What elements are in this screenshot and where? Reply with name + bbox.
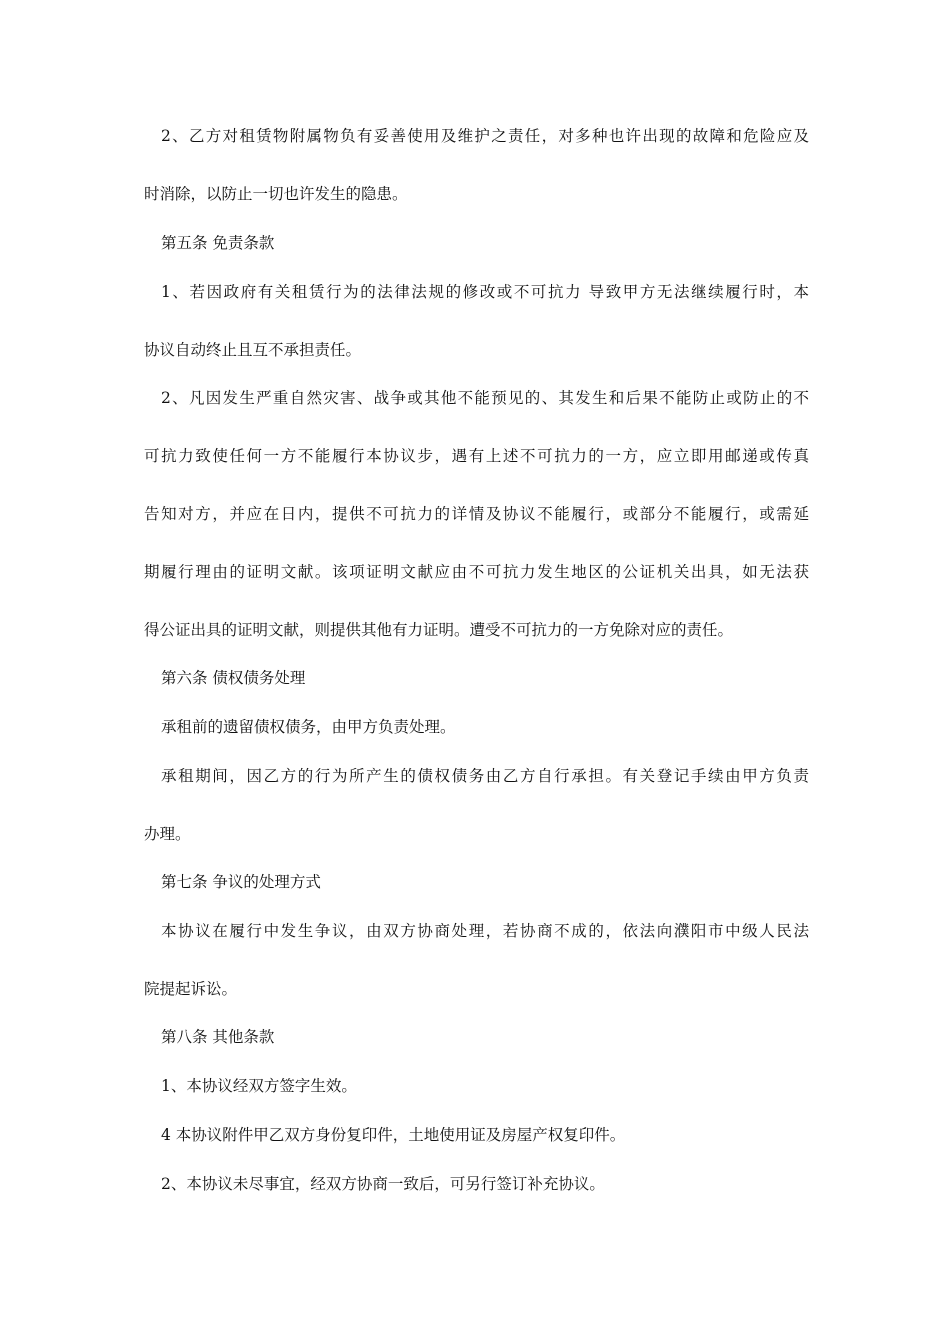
text-line: 院提起诉讼。 <box>144 980 238 998</box>
text-line: 时消除，以防止一切也许发生的隐患。 <box>144 185 408 203</box>
section-heading: 第八条 其他条款 <box>161 1028 275 1046</box>
section-heading: 第五条 免责条款 <box>161 234 275 252</box>
text-line: 承租期间，因乙方的行为所产生的债权债务由乙方自行承担。有关登记手续由甲方负责 <box>161 767 809 785</box>
text-line: 2、本协议未尽事宜，经双方协商一致后，可另行签订补充协议。 <box>161 1175 605 1193</box>
text-line: 告知对方，并应在日内，提供不可抗力的详情及协议不能履行，或部分不能履行，或需延 <box>144 505 809 523</box>
text-line: 本协议在履行中发生争议，由双方协商处理，若协商不成的，依法向濮阳市中级人民法 <box>161 922 809 940</box>
text-line: 1、本协议经双方签字生效。 <box>161 1077 357 1095</box>
section-heading: 第六条 债权债务处理 <box>161 669 306 687</box>
text-line: 办理。 <box>144 825 191 843</box>
text-line: 可抗力致使任何一方不能履行本协议步，遇有上述不可抗力的一方，应立即用邮递或传真 <box>144 447 809 465</box>
text-line: 1、若因政府有关租赁行为的法律法规的修改或不可抗力 导致甲方无法继续履行时，本 <box>161 283 809 301</box>
section-heading: 第七条 争议的处理方式 <box>161 873 321 891</box>
text-line: 承租前的遗留债权债务，由甲方负责处理。 <box>161 718 456 736</box>
text-line: 4 本协议附件甲乙双方身份复印件，土地使用证及房屋产权复印件。 <box>161 1126 626 1144</box>
text-line: 得公证出具的证明文献，则提供其他有力证明。遭受不可抗力的一方免除对应的责任。 <box>144 621 734 639</box>
text-line: 2、凡因发生严重自然灾害、战争或其他不能预见的、其发生和后果不能防止或防止的不 <box>161 389 809 407</box>
text-line: 2、乙方对租赁物附属物负有妥善使用及维护之责任，对多种也许出现的故障和危险应及 <box>161 127 809 145</box>
text-line: 协议自动终止且互不承担责任。 <box>144 341 362 359</box>
text-line: 期履行理由的证明文献。该项证明文献应由不可抗力发生地区的公证机关出具，如无法获 <box>144 563 809 581</box>
